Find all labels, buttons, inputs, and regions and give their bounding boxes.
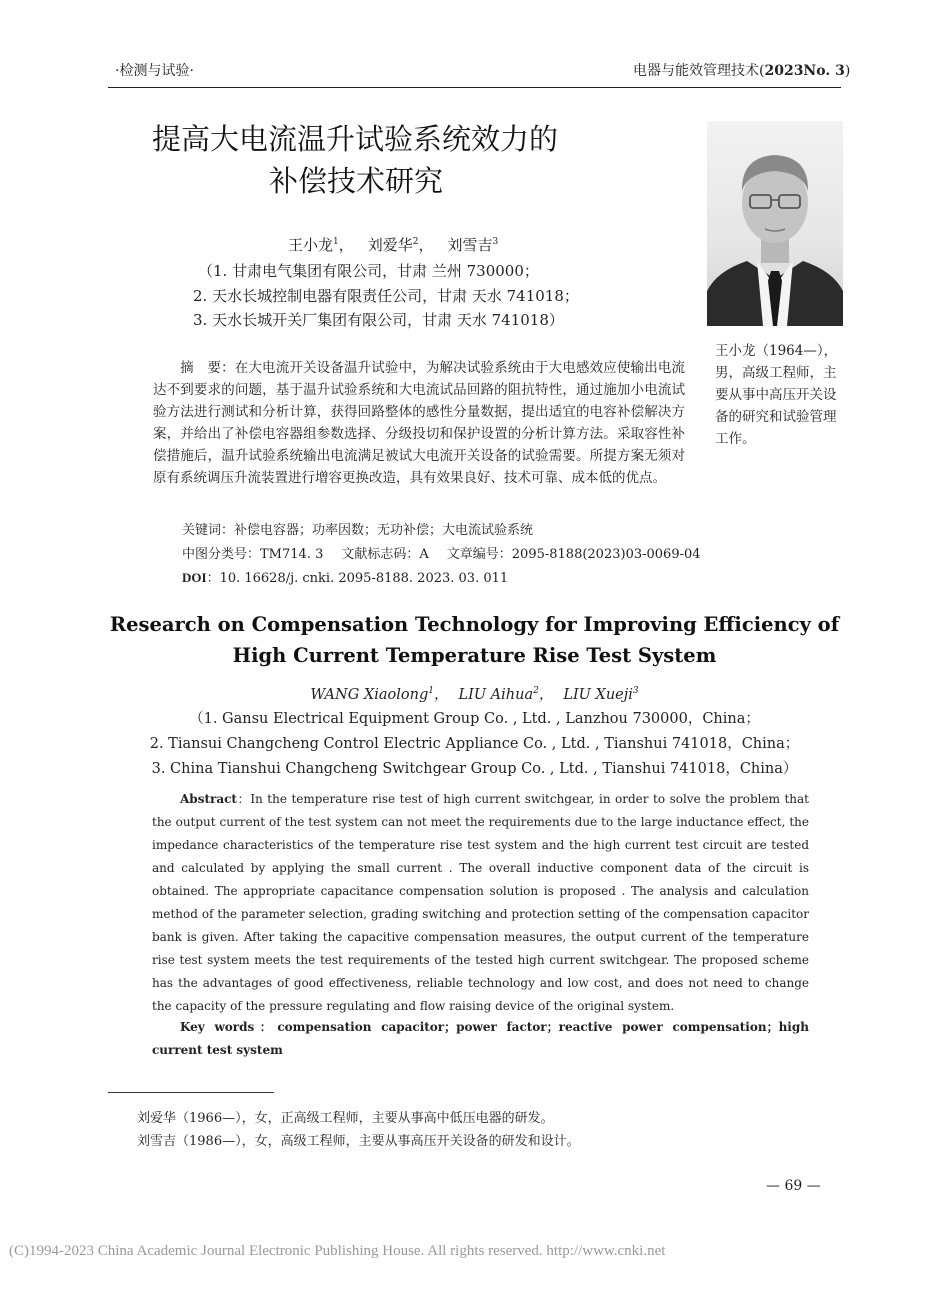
author-sep: ， xyxy=(538,687,554,703)
author-sep: ， xyxy=(338,236,354,254)
author-portrait-image xyxy=(707,121,843,326)
clc-label: 中图分类号： xyxy=(182,547,261,562)
author-sep: ， xyxy=(433,687,449,703)
running-header-journal xyxy=(633,60,850,80)
en-author-2: LIU Aihua xyxy=(458,687,534,703)
cn-keywords-text: 补偿电容器；功率因数；无功补偿；大电流试验系统 xyxy=(234,523,534,538)
en-abstract-label: Abstract xyxy=(180,792,237,806)
en-author-1-affil: 1 xyxy=(428,686,434,697)
journal-name: 电器与能效管理技术( xyxy=(633,63,765,79)
cn-authors xyxy=(288,234,498,255)
cn-abstract-label: 摘 要： xyxy=(180,360,235,376)
author-1: 王小龙 xyxy=(288,236,334,254)
page-number: — 69 — xyxy=(766,1178,821,1194)
en-affiliation-1: （1. Gansu Electrical Equipment Group Co. , Ltd. , Lanzhou 730000，China； xyxy=(189,711,760,727)
en-title-line1: Research on Compensation Technology for Improving Efficiency of xyxy=(109,613,840,636)
running-header-section: ·检测与试验· xyxy=(115,63,194,79)
author-3-affil: 3 xyxy=(492,237,499,247)
cn-abstract xyxy=(153,357,685,489)
cn-classification-line xyxy=(182,543,701,562)
en-title-line2: High Current Temperature Rise Test System xyxy=(232,644,717,667)
author-photo xyxy=(707,121,843,326)
cn-affiliation-3: 3. 天水长城开关厂集团有限公司，甘肃 天水 741018） xyxy=(193,311,564,329)
header-rule xyxy=(108,87,841,88)
footnote-2: 刘雪吉（1986—），女，高级工程师，主要从事高压开关设备的研发和设计。 xyxy=(137,1134,580,1149)
en-keywords xyxy=(152,1016,809,1062)
clc-value: TM714. 3 xyxy=(260,547,324,562)
doc-code-value: A xyxy=(419,547,429,562)
cn-affiliation-2: 2. 天水长城控制电器有限责任公司，甘肃 天水 741018； xyxy=(193,287,579,305)
en-author-3: LIU Xueji xyxy=(563,687,633,703)
en-author-1: WANG Xiaolong xyxy=(310,687,429,703)
en-abstract xyxy=(152,788,809,1018)
cn-abstract-text: 在大电流开关设备温升试验中，为解决试验系统由于大电感效应使输出电流达不到要求的问题，基于温升试验系统和大电流试品回路的阻抗特性，通过施加小电流试验方法进行测试和分析计算，获得回路整体的感性分量数据，提出适宜的电容补偿解决方案，并给出了补偿电容器组参数选择、分级投切和保护设置的分析计算方法。采取容性补偿措施后，温升试验系统输出电流满足被试大电流开关设备的试验需要。所提方案无须对原有系统调压升流装置进行增容更换改造，具有效果良好、技术可靠、成本低的优点。 xyxy=(153,360,686,486)
author-3: 刘雪吉 xyxy=(447,236,493,254)
cn-keywords xyxy=(182,519,533,538)
article-no-label: 文章编号： xyxy=(446,547,512,562)
author-1-affil: 1 xyxy=(333,237,339,247)
en-affiliation-2: 2. Tiansui Changcheng Control Electric Appliance Co. , Ltd. , Tianshui 741018，China； xyxy=(149,736,800,752)
author-2-affil: 2 xyxy=(412,237,419,247)
journal-issue: 2023No. 3 xyxy=(764,63,845,79)
author-sep: ， xyxy=(418,236,434,254)
en-keywords-label: Key words xyxy=(180,1020,255,1034)
en-author-2-affil: 2 xyxy=(533,686,539,697)
footnote-1: 刘爱华（1966—），女，正高级工程师，主要从事高中低压电器的研发。 xyxy=(137,1111,554,1126)
footnote-rule xyxy=(108,1092,274,1093)
journal-suffix: ) xyxy=(844,63,851,79)
en-author-3-affil: 3 xyxy=(632,686,639,697)
en-authors xyxy=(108,683,841,704)
cn-title-line1: 提高大电流温升试验系统效力的 xyxy=(152,122,559,156)
en-keywords-text: ：compensation capacitor；power factor；reactive power compensation；high current test system xyxy=(152,1020,809,1057)
doi-value: ：10. 16628/j. cnki. 2095-8188. 2023. 03. 011 xyxy=(206,571,509,586)
en-abstract-text: ：In the temperature rise test of high current switchgear, in order to solve the problem that the output current of the test system can not meet the requirements due to the large inductance effect, the impedance characteristics of the temperature rise test system and the high current test circuit are tested and calculated by applying the small current . The overall inductive component data of the circuit is obtained. The appropriate capacitance compensation solution is proposed . The analysis and calculation method of the parameter selection, grading switching and protection setting of the compensation capacitor bank is given. After taking the capacitive compensation measures, the output current of the temperature rise test system meets the test requirements of the tested high current switchgear. The proposed scheme has the advantages of good effectiveness, reliable technology and low cost, and does not need to change the capacity of the pressure regulating and flow raising device of the original system. xyxy=(152,792,809,1013)
doi-line xyxy=(182,567,508,586)
cn-affiliation-1: （1. 甘肃电气集团有限公司，甘肃 兰州 730000； xyxy=(198,262,539,280)
copyright-notice: (C)1994-2023 China Academic Journal Electronic Publishing House. All rights reserved. http://www.cnki.net xyxy=(9,1243,666,1259)
cn-title-line2: 补偿技术研究 xyxy=(269,164,444,198)
doi-label: DOI xyxy=(182,570,207,585)
cn-title xyxy=(152,118,558,202)
author-bio: 王小龙（1964—），男，高级工程师，主要从事中高压开关设备的研究和试验管理工作。 xyxy=(715,343,838,447)
article-no-value: 2095-8188(2023)03-0069-04 xyxy=(511,547,701,562)
en-affiliation-3: 3. China Tianshui Changcheng Switchgear Group Co. , Ltd. , Tianshui 741018，China） xyxy=(151,761,798,777)
cn-keywords-label: 关键词： xyxy=(182,523,235,538)
doc-code-label: 文献标志码： xyxy=(341,547,420,562)
author-2: 刘爱华 xyxy=(367,236,413,254)
